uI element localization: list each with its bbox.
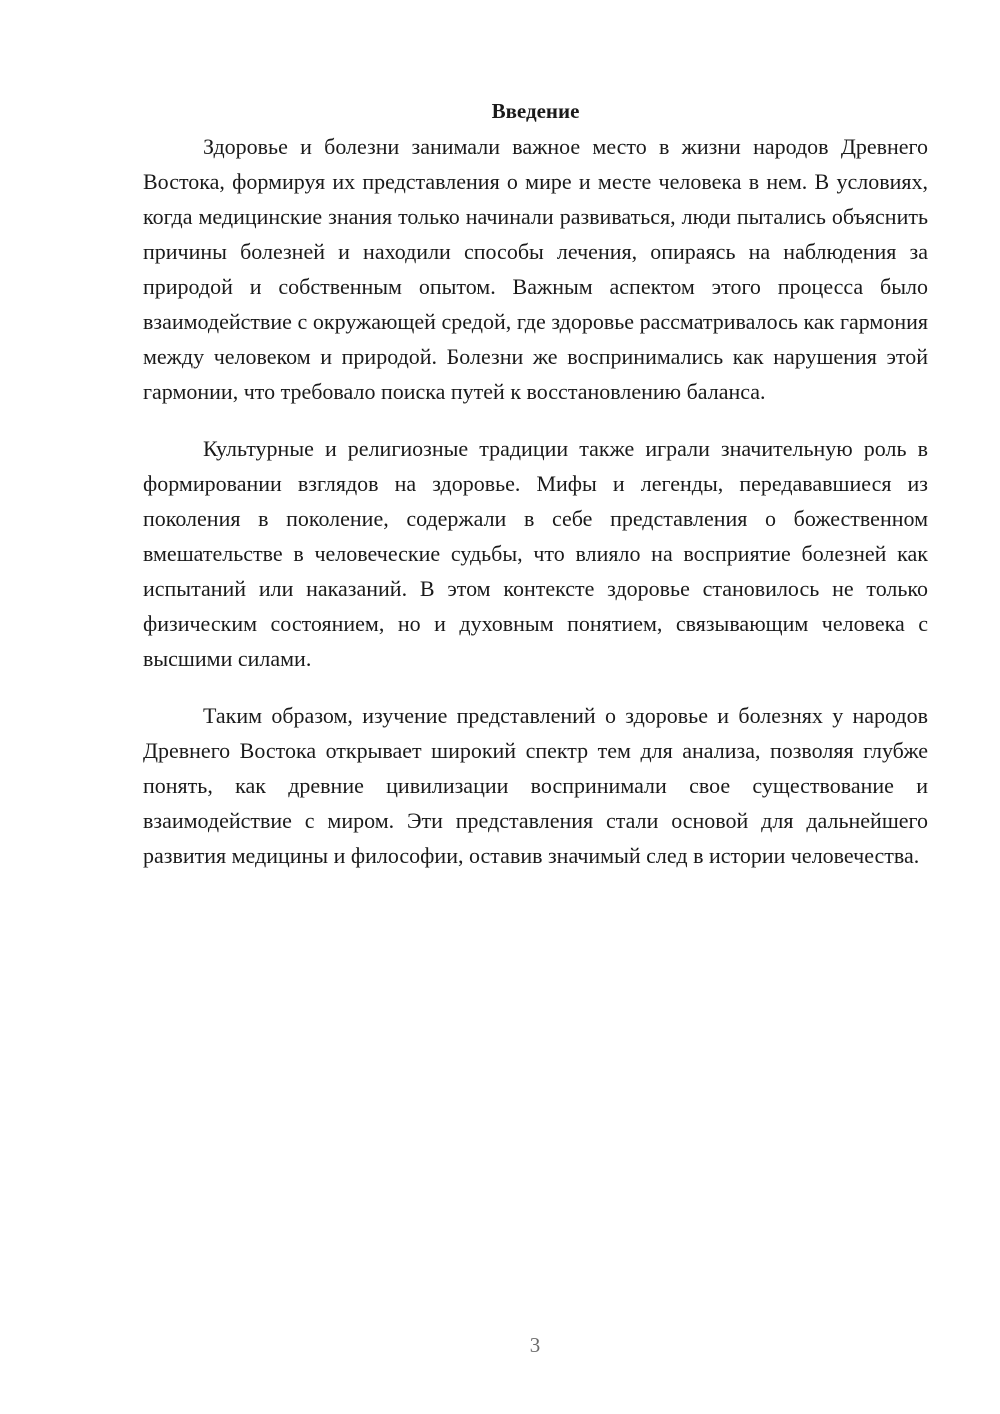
section-title: Введение — [491, 99, 580, 123]
paragraph-3: Таким образом, изучение представлений о здоровье и болезнях у народов Древнего Востока открывает широкий спектр тем для анализа, позволяя глубже понять, как древние цивилизации воспринимали свое существование и взаимодействие с миром. Эти представления стали основой для дальнейшего развития медицины и философии, оставив значимый след в истории человечества. — [143, 703, 928, 868]
page-number: 3 — [529, 1333, 541, 1357]
paragraph-1: Здоровье и болезни занимали важное место в жизни народов Древнего Востока, формируя их представления о мире и месте человека в нем. В условиях, когда медицинские знания только начинали развиваться, люди пытались объяснить причины болезней и находили способы лечения, опираясь на наблюдения за природой и собственным опытом. Важным аспектом этого процесса было взаимодействие с окружающей средой, где здоровье рассматривалось как гармония между человеком и природой. Болезни же воспринимались как нарушения этой гармонии, что требовало поиска путей к восстановлению баланса. — [143, 134, 928, 404]
paragraph-2: Культурные и религиозные традиции также играли значительную роль в формировании взглядов на здоровье. Мифы и легенды, передававшиеся из поколения в поколение, содержали в себе представления о божественном вмешательстве в человеческие судьбы, что влияло на восприятие болезней как испытаний или наказаний. В этом контексте здоровье становилось не только физическим состоянием, но и духовным понятием, связывающим человека с высшими силами. — [143, 436, 928, 671]
page-content — [143, 96, 928, 873]
